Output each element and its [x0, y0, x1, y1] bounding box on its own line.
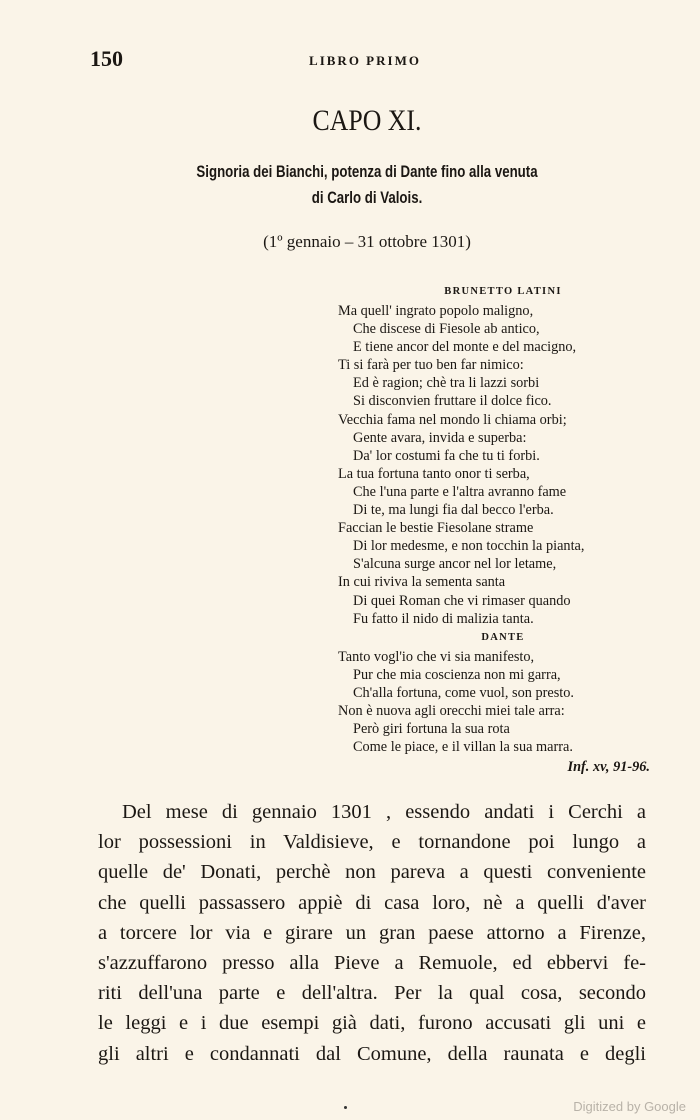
body-paragraph [98, 797, 646, 1069]
prose-line: s'azzuffarono presso alla Pieve a Remuole, ed ebbervi fe- [98, 952, 646, 975]
poem-line: Ti si farà per tuo ben far nimico: [338, 357, 524, 374]
epigraph-poem [338, 282, 668, 776]
running-title: LIBRO PRIMO [309, 53, 421, 68]
poem-line: Da' lor costumi fa che tu ti forbi. [353, 447, 540, 464]
poem-author-dante: DANTE [481, 631, 525, 643]
poem-line: Non è nuova agli orecchi miei tale arra: [338, 702, 565, 719]
poem-line: E tiene ancor del monte e del macigno, [353, 339, 577, 356]
prose-line: gli altri e condannati dal Comune, della raunata e degli [98, 1042, 646, 1065]
poem-author-brunetto: BRUNETTO LATINI [444, 286, 562, 297]
poem-line: Pur che mia coscienza non mi garra, [353, 666, 561, 683]
page-number: 150 [90, 46, 123, 71]
poem-citation: Inf. xv, 91-96. [567, 759, 650, 776]
poem-line: Che l'una parte e l'altra avranno fame [353, 483, 567, 500]
prose-line: a torcere lor via e girare un gran paese attorno a Firenze, [98, 921, 646, 944]
poem-line: Che discese di Fiesole ab antico, [353, 321, 540, 338]
poem-line: Gente avara, invida e superba: [353, 429, 527, 446]
chapter-title: CAPO XI. [312, 104, 422, 137]
poem-line: Si disconvien fruttare il dolce fico. [353, 393, 552, 410]
footer-mark [344, 1106, 347, 1109]
prose-line: che quelli passassero appiè di casa loro, nè a quelli d'aver [98, 891, 646, 914]
prose-line: lor possessioni in Valdisieve, e tornandone poi lungo a [98, 831, 646, 854]
poem-line: Come le piace, e il villan la sua marra. [353, 739, 573, 756]
poem-line: La tua fortuna tanto onor ti serba, [338, 465, 530, 482]
poem-line: Faccian le bestie Fiesolane strame [338, 520, 534, 537]
poem-line: Tanto vogl'io che vi sia manifesto, [338, 648, 535, 665]
poem-line: Ch'alla fortuna, come vuol, son presto. [353, 684, 574, 701]
poem-stanza-1 [338, 302, 668, 628]
poem-line: In cui riviva la sementa santa [338, 574, 506, 591]
prose-line: Del mese di gennaio 1301 , essendo andati i Cerchi a [122, 801, 646, 823]
chapter-subtitle-line-2: di Carlo di Valois. [311, 188, 423, 207]
poem-line: Ed è ragion; chè tra li lazzi sorbi [353, 375, 540, 392]
chapter-subtitle-line-1: Signoria dei Bianchi, potenza di Dante fino alla venuta [196, 162, 538, 181]
poem-line: Però giri fortuna la sua rota [353, 721, 510, 738]
digitized-watermark: Digitized by Google [573, 1099, 686, 1114]
chapter-dates: (1º gennaio – 31 ottobre 1301) [263, 232, 471, 251]
prose-line: le leggi e i due esempi già dati, furono accusati gli uni e [98, 1012, 646, 1035]
poem-stanza-2 [338, 648, 668, 757]
poem-line: Di te, ma lungi fia dal becco l'erba. [353, 502, 554, 519]
poem-line: S'alcuna surge ancor nel lor letame, [353, 556, 557, 573]
poem-line: Vecchia fama nel mondo li chiama orbi; [338, 411, 567, 428]
prose-line: quelle de' Donati, perchè non pareva a questi conveniente [98, 861, 646, 884]
poem-line: Di quei Roman che vi rimaser quando [353, 592, 571, 609]
poem-line: Fu fatto il nido di malizia tanta. [353, 610, 534, 627]
poem-line: Ma quell' ingrato popolo maligno, [338, 303, 534, 319]
prose-line: riti dell'una parte e dell'altra. Per la qual cosa, secondo [98, 982, 646, 1005]
poem-line: Di lor medesme, e non tocchin la pianta, [353, 538, 585, 555]
